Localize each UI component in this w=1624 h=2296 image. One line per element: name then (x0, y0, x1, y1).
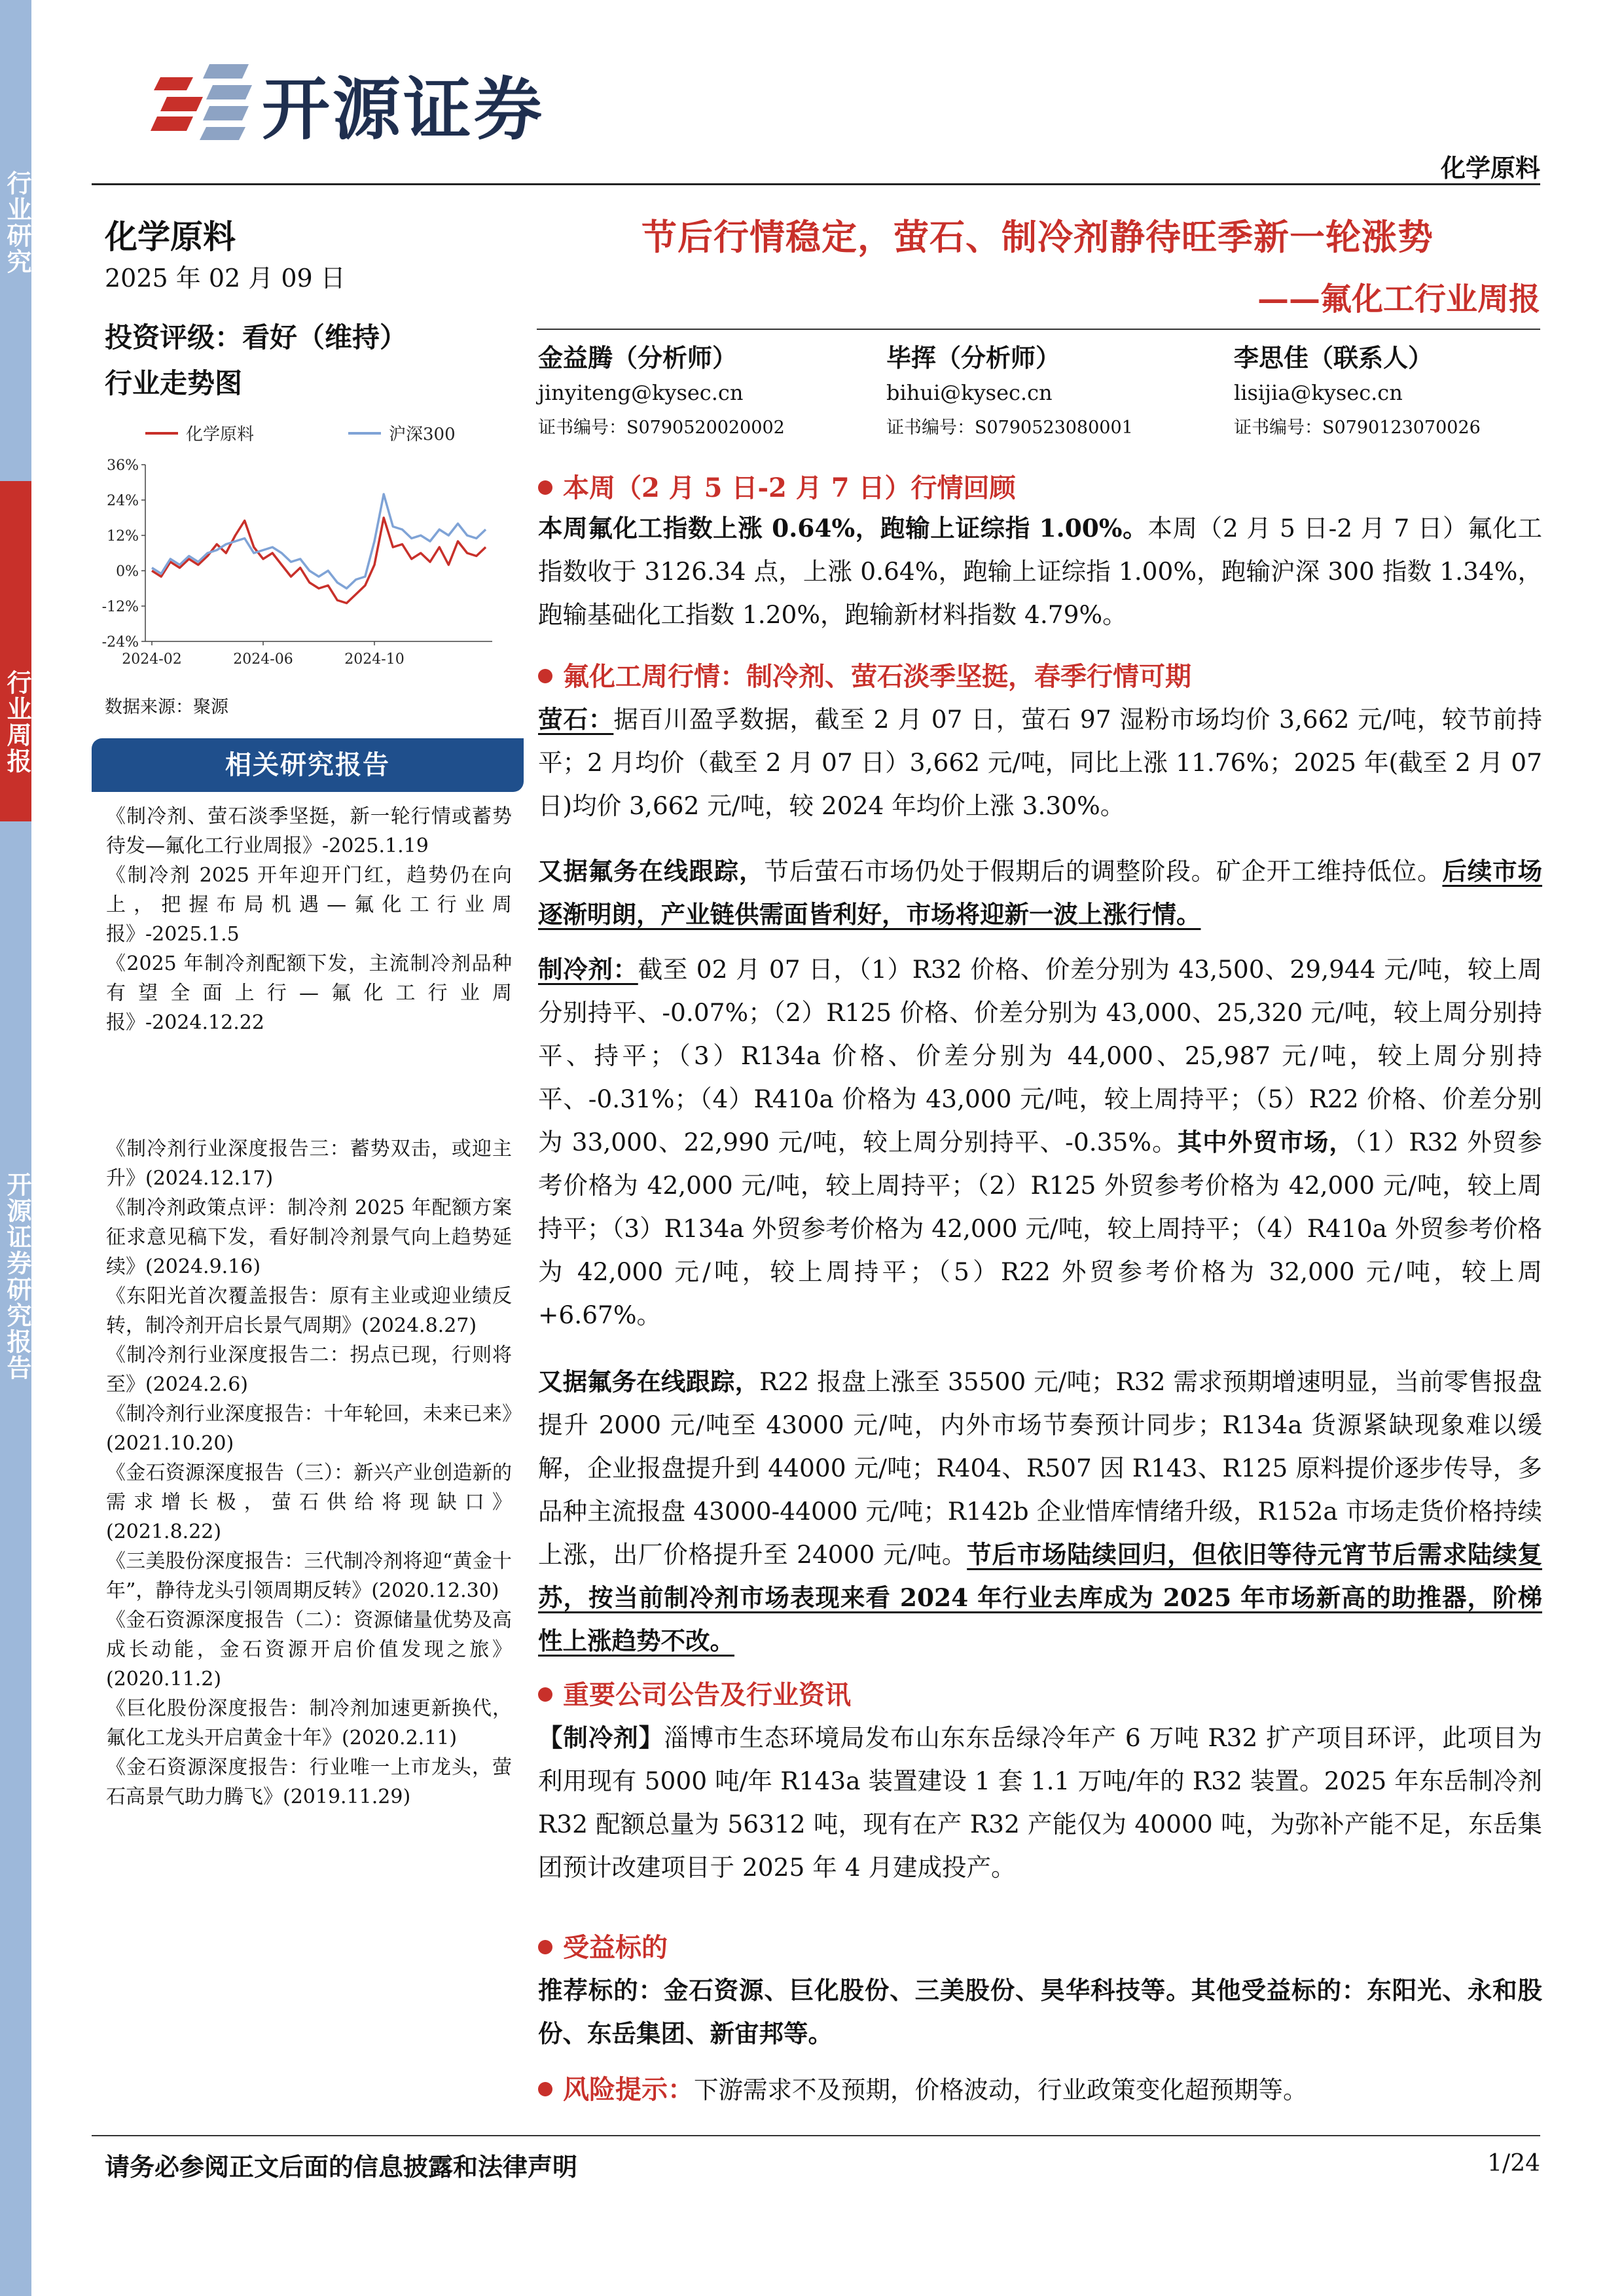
y-tick-label: -12% (101, 599, 139, 615)
report-date: 2025 年 02 月 09 日 (105, 264, 346, 293)
beneficiaries-paragraph: 推荐标的：金石资源、巨化股份、三美股份、昊华科技等。其他受益标的：东阳光、永和股份、东岳集团、新宙邦等。 (538, 1976, 1542, 2048)
x-tick-label: 2024-10 (344, 651, 405, 668)
analysts-divider (537, 329, 1540, 330)
footer-disclaimer: 请务必参阅正文后面的信息披露和法律声明 (105, 2152, 578, 2181)
analyst-cert: 证书编号：S0790123070026 (1234, 418, 1481, 438)
related-report[interactable]: 《制冷剂行业深度报告二：拐点已现，行则将至》(2024.2.6) (106, 1344, 512, 1396)
fluorite-paragraph: 萤石：据百川盈孚数据，截至 2 月 07 日，萤石 97 湿粉市场均价 3,662 元/吨，较节前持平；2 月均价（截至 2 月 07 日）3,662 元/吨，同比上涨 11.76%；2025 年(截至 2 月 07 日)均价 3,662 元/吨，较 2024 年均价上涨 3.30%。 (538, 705, 1542, 820)
header-category: 化学原料 (1440, 154, 1540, 183)
y-tick-label: 24% (107, 493, 139, 509)
side-banner (0, 0, 31, 2296)
section-heading-review: 本周（2 月 5 日-2 月 7 日）行情回顾 (538, 467, 1015, 505)
analyst-name: 李思佳（联系人） (1234, 343, 1434, 372)
section-heading-news: 重要公司公告及行业资讯 (538, 1674, 851, 1712)
industry-name: 化学原料 (105, 217, 236, 256)
side-label-report: 开源证券研究报告 (3, 1172, 31, 1381)
y-tick-label: 0% (116, 564, 139, 580)
analyst-email[interactable]: jinyiteng@kysec.cn (538, 380, 744, 405)
y-tick-label: -24% (101, 634, 139, 651)
related-report[interactable]: 《制冷剂政策点评：制冷剂 2025 年配额方案征求意见稿下发，看好制冷剂景气向上趋势延续》(2024.9.16) (106, 1196, 512, 1278)
related-report[interactable]: 《东阳光首次覆盖报告：原有主业或迎业绩反转，制冷剂开启长景气周期》(2024.8.27) (106, 1285, 512, 1337)
related-report[interactable]: 《制冷剂行业深度报告：十年轮回，未来已来》(2021.10.20) (106, 1403, 512, 1455)
brand-logo (147, 51, 619, 149)
risk-paragraph: 风险提示：下游需求不及预期，价格波动，行业政策变化超预期等。 (538, 2068, 1542, 2111)
related-report[interactable]: 《三美股份深度报告：三代制冷剂将迎“黄金十年”，静待龙头引领周期反转》(2020.12.30) (106, 1550, 512, 1602)
footer-divider (92, 2135, 1540, 2136)
review-paragraph: 本周氟化工指数上涨 0.64%，跑输上证综指 1.00%。本周（2 月 5 日-2 月 7 日）氟化工指数收于 3126.34 点，上涨 0.64%，跑输上证综指 1.00%，跑输沪深 300 指数 1.34%，跑输基础化工指数 1.20%，跑输新材料指数 4.79%。 (538, 514, 1542, 629)
risk-heading: 风险提示： (538, 2074, 694, 2105)
brand-name: 开源证券 (262, 69, 545, 149)
related-report[interactable]: 《金石资源深度报告（二）：资源储量优势及高成长动能，金石资源开启价值发现之旅》(2020.11.2) (106, 1609, 512, 1691)
y-tick-label: 12% (107, 528, 139, 545)
x-tick-label: 2024-06 (233, 651, 293, 668)
related-report[interactable]: 《制冷剂 2025 开年迎开门红，趋势仍在向上，把握布局机遇—氟化工行业周报》-2025.1.5 (106, 864, 512, 946)
analyst-email[interactable]: bihui@kysec.cn (886, 380, 1053, 405)
bullet-icon (538, 1687, 552, 1702)
investment-rating: 投资评级：看好（维持） (105, 321, 408, 353)
analyst-card (538, 338, 785, 439)
related-report[interactable]: 《2025 年制冷剂配额下发，主流制冷剂品种有望全面上行—氟化工行业周报》-2024.12.22 (106, 952, 512, 1034)
related-report[interactable]: 《制冷剂、萤石淡季坚挺，新一轮行情或蓄势待发—氟化工行业周报》-2025.1.19 (106, 805, 512, 857)
chart-source: 数据来源：聚源 (105, 697, 228, 717)
related-report[interactable]: 《制冷剂行业深度报告三：蓄势双击，或迎主升》(2024.12.17) (106, 1138, 512, 1190)
series-line (152, 494, 486, 588)
logo-mark-icon (147, 51, 259, 143)
industry-trend-chart (99, 419, 505, 681)
analyst-cert: 证书编号：S0790523080001 (886, 418, 1133, 438)
legend-label: 沪深300 (389, 425, 456, 444)
analyst-email[interactable]: lisijia@kysec.cn (1234, 380, 1403, 405)
analyst-name: 金益腾（分析师） (538, 343, 738, 372)
fluorite-tracking-paragraph: 又据氟务在线跟踪，节后萤石市场仍处于假期后的调整阶段。矿企开工维持低位。后续市场逐渐明朗，产业链供需面皆利好，市场将迎新一波上涨行情。 (538, 857, 1543, 929)
related-report[interactable]: 《巨化股份深度报告：制冷剂加速更新换代，氟化工龙头开启黄金十年》(2020.2.11) (106, 1697, 512, 1749)
trend-chart-title: 行业走势图 (105, 367, 243, 399)
bullet-icon (538, 1940, 552, 1954)
report-title: 节后行情稳定，萤石、制冷剂静待旺季新一轮涨势 (641, 216, 1434, 258)
report-subtitle: ——氟化工行业周报 (1257, 281, 1540, 317)
legend-label: 化学原料 (186, 425, 255, 444)
related-report[interactable]: 《金石资源深度报告（三）：新兴产业创造新的需求增长极，萤石供给将现缺口》(2021.8.22) (106, 1462, 512, 1543)
bullet-icon (538, 2082, 552, 2096)
header-divider (92, 183, 1540, 185)
side-label-research: 行业研究 (3, 170, 31, 275)
section-heading-beneficiaries: 受益标的 (538, 1927, 668, 1964)
analyst-cert: 证书编号：S0790520020002 (538, 418, 785, 438)
related-report[interactable]: 《金石资源深度报告：行业唯一上市龙头，萤石高景气助力腾飞》(2019.11.29) (106, 1756, 512, 1808)
related-reports-list (106, 802, 512, 1812)
refrigerant-tracking-paragraph: 又据氟务在线跟踪，R22 报盘上涨至 35500 元/吨；R32 需求预期增速明显，当前零售报盘提升 2000 元/吨至 43000 元/吨，内外市场节奏预计同步；R134a 货源紧缺现象难以缓解，企业报盘提升到 44000 元/吨；R404、R507 因 R143、R125 原料提价逐步传导，多品种主流报盘 43000-44000 元/吨；R142b 企业惜库情绪升级，R152a 市场走货价格持续上涨，出厂价格提升至 24000 元/吨。节后市场陆续回归，但依旧等待元宵节后需求陆续复苏，按当前制冷剂市场表现来看 2024 年行业去库成为 2025 年市场新高的助推器，阶梯性上涨趋势不改。 (538, 1367, 1542, 1655)
side-label-weekly: 行业周报 (0, 481, 31, 821)
related-reports-header: 相关研究报告 (92, 738, 524, 792)
y-tick-label: 36% (107, 457, 139, 474)
news-paragraph: 【制冷剂】淄博市生态环境局发布山东东岳绿冷年产 6 万吨 R32 扩产项目环评，此项目为利用现有 5000 吨/年 R143a 装置建设 1 套 1.1 万吨/年的 R32 装置。2025 年东岳制冷剂 R32 配额总量为 56312 吨，现有在产 R32 产能仅为 40000 吨，为弥补产能不足，东岳集团预计改建项目于 2025 年 4 月建成投产。 (538, 1723, 1542, 1882)
section-heading-market: 氟化工周行情：制冷剂、萤石淡季坚挺，春季行情可期 (538, 656, 1191, 693)
analyst-card (886, 338, 1133, 439)
analyst-card (1234, 338, 1481, 439)
bullet-icon (538, 669, 552, 683)
series-line (152, 518, 486, 603)
page-number: 1/24 (1487, 2150, 1540, 2177)
bullet-icon (538, 480, 552, 495)
x-tick-label: 2024-02 (122, 651, 182, 668)
analyst-name: 毕挥（分析师） (886, 343, 1061, 372)
refrigerant-paragraph: 制冷剂：截至 02 月 07 日，（1）R32 价格、价差分别为 43,500、29,944 元/吨，较上周分别持平、-0.07%；（2）R125 价格、价差分别为 43,000、25,320 元/吨，较上周分别持平、持平；（3）R134a 价格、价差分别为 44,000、25,987 元/吨，较上周分别持平、-0.31%；（4）R410a 价格为 43,000 元/吨，较上周持平；（5）R22 价格、价差分别为 33,000、22,990 元/吨，较上周分别持平、-0.35%。其中外贸市场，（1）R32 外贸参考价格为 42,000 元/吨，较上周持平；（2）R125 外贸参考价格为 42,000 元/吨，较上周持平；（3）R134a 外贸参考价格为 42,000 元/吨，较上周持平；（4）R410a 外贸参考价格为 42,000 元/吨，较上周持平；（5）R22 外贸参考价格为 32,000 元/吨，较上周+6.67%。 (538, 955, 1543, 1329)
